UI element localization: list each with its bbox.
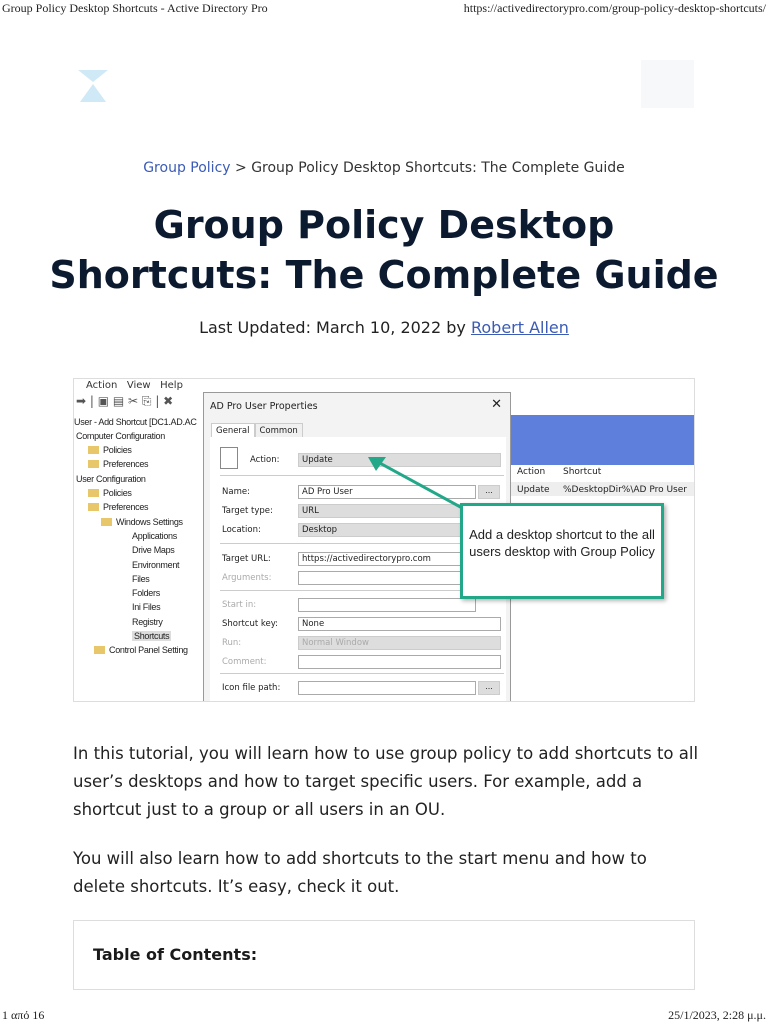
tree-item: Ini Files <box>132 602 161 612</box>
run-select[interactable]: Normal Window <box>298 636 501 650</box>
location-label: Location: <box>222 525 261 535</box>
callout-box: Add a desktop shortcut to the all users desktop with Group Policy <box>460 503 664 599</box>
mmc-menu: Action View Help <box>86 380 183 391</box>
run-label: Run: <box>222 638 242 648</box>
page-title: Group Policy Desktop Shortcuts: The Complete Guide <box>49 203 719 297</box>
tree-item-selected: Shortcuts <box>134 631 170 641</box>
tree-item: Preferences <box>88 459 148 469</box>
target-type-select[interactable]: URL <box>298 504 501 518</box>
action-label: Action: <box>250 455 280 465</box>
tree-item: Windows Settings <box>101 517 183 527</box>
print-footer-date: 25/1/2023, 2:28 μ.μ. <box>668 1008 766 1022</box>
tree-item: Registry <box>132 617 163 627</box>
comment-label: Comment: <box>222 657 267 667</box>
print-footer-page: 1 από 16 <box>2 1008 45 1022</box>
target-url-input[interactable]: https://activedirectorypro.com <box>298 552 501 566</box>
tree-item: Folders <box>132 588 160 598</box>
close-icon[interactable]: ✕ <box>491 397 502 412</box>
author-link[interactable]: Robert Allen <box>470 318 569 337</box>
tree-item: Preferences <box>88 502 148 512</box>
tree-item: Drive Maps <box>132 545 175 555</box>
target-url-label: Target URL: <box>222 554 271 564</box>
tab-common[interactable]: Common <box>255 423 303 438</box>
list-header-band <box>511 415 695 465</box>
updated-date: Last Updated: March 10, 2022 by <box>199 318 471 337</box>
list-cell: Update <box>517 485 550 495</box>
location-select[interactable]: Desktop <box>298 523 501 537</box>
toc-title: Table of Contents: <box>93 945 258 964</box>
site-logo[interactable] <box>76 68 116 104</box>
breadcrumb-link[interactable]: Group Policy <box>143 160 231 176</box>
table-of-contents <box>73 920 695 990</box>
shortcut-key-label: Shortcut key: <box>222 619 279 629</box>
intro-paragraph-2: You will also learn how to add shortcuts to the start menu and how to delete shortcuts. It’s easy, check it out. <box>73 849 647 896</box>
name-input[interactable]: AD Pro User <box>298 485 476 499</box>
intro-paragraph: In this tutorial, you will learn how to use group policy to add shortcuts to all user’s desktops and how to target specific users. For example, add a shortcut just to a group or all users in an OU. <box>73 744 699 819</box>
tree-header: User - Add Shortcut [DC1.AD.AC <box>74 417 197 427</box>
breadcrumb <box>0 160 768 176</box>
callout-arrow <box>364 449 474 519</box>
name-browse-button[interactable]: ... <box>478 485 500 499</box>
list-col-action: Action <box>517 467 546 477</box>
target-type-label: Target type: <box>222 506 273 516</box>
name-label: Name: <box>222 487 250 497</box>
print-header-title: Group Policy Desktop Shortcuts - Active Directory Pro <box>2 1 268 15</box>
tree-item: Applications <box>132 531 177 541</box>
list-col-shortcut: Shortcut <box>563 467 602 477</box>
tree-item: Policies <box>88 445 132 455</box>
icon-path-label: Icon file path: <box>222 683 281 693</box>
arguments-label: Arguments: <box>222 573 272 583</box>
start-in-label: Start in: <box>222 600 257 610</box>
comment-input[interactable] <box>298 655 501 669</box>
tree-item: Files <box>132 574 150 584</box>
tree-item: Policies <box>88 488 132 498</box>
dialog-title: AD Pro User Properties <box>210 401 318 412</box>
breadcrumb-separator: > <box>230 160 252 176</box>
tree-item: Environment <box>132 560 180 570</box>
list-cell: %DesktopDir%\AD Pro User <box>563 485 687 495</box>
shortcut-icon <box>220 447 238 469</box>
article-screenshot <box>73 378 695 702</box>
divider <box>220 673 504 674</box>
mmc-toolbar: ➡ | ▣ ▤ ✂ ⎘ | ✖ <box>76 394 174 408</box>
action-select[interactable]: Update <box>298 453 501 467</box>
tree-item: Computer Configuration <box>76 431 165 441</box>
print-header-url: https://activedirectorypro.com/group-policy-desktop-shortcuts/ <box>463 1 766 15</box>
icon-browse-button[interactable]: ... <box>478 681 500 695</box>
shortcut-key-input[interactable]: None <box>298 617 501 631</box>
tab-general[interactable]: General <box>211 423 255 438</box>
post-meta <box>0 318 768 337</box>
breadcrumb-current: Group Policy Desktop Shortcuts: The Complete Guide <box>251 160 625 176</box>
tree-item: Control Panel Setting <box>94 645 188 655</box>
menu-button[interactable] <box>641 60 694 108</box>
dialog-tabs <box>211 423 303 438</box>
tree-item: User Configuration <box>76 474 146 484</box>
icon-path-input[interactable] <box>298 681 476 695</box>
start-in-input[interactable] <box>298 598 476 612</box>
